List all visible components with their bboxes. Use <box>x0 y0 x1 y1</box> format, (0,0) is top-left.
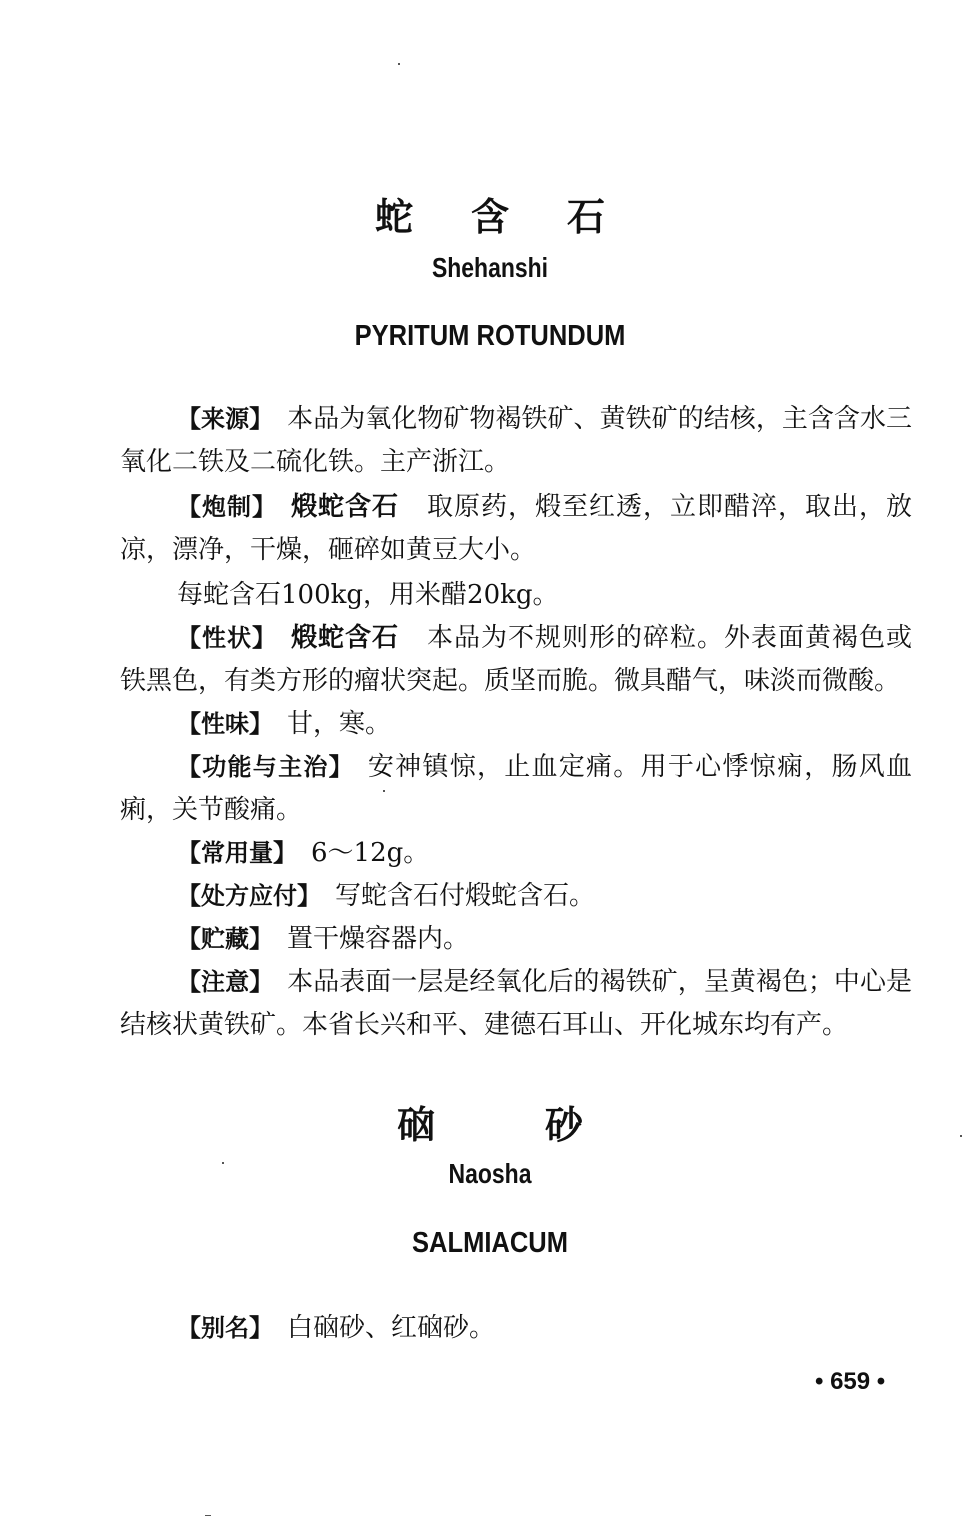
scan-speck <box>383 790 385 792</box>
section-alias <box>120 1307 912 1350</box>
scan-speck <box>205 1515 211 1516</box>
entry-title-pinyin: Naosha <box>448 1158 532 1189</box>
section-dosage <box>120 832 912 875</box>
section-prescription <box>120 875 912 918</box>
section-label: 【性味】 <box>177 710 273 738</box>
section-note <box>120 961 912 1047</box>
section-label: 【功能与主治】 <box>177 753 354 781</box>
section-text: 置干燥容器内。 <box>287 924 470 954</box>
scan-speck <box>222 1162 224 1164</box>
processing-ratio: 每蛇含石100kg，用米醋20kg。 <box>177 580 559 610</box>
section-label: 【常用量】 <box>177 839 297 867</box>
section-appearance <box>120 617 912 703</box>
section-text: 本品为不规则形的碎粒。外表面黄褐色或铁黑色，有类方形的瘤状突起。质坚而脆。微具醋气，味淡而微酸。 <box>120 623 912 696</box>
entry-title-latin: PYRITUM ROTUNDUM <box>354 320 626 352</box>
section-text: 写蛇含石付煅蛇含石。 <box>335 881 596 911</box>
entry-title-latin: SALMIACUM <box>412 1227 568 1259</box>
section-label: 【性状】 <box>177 624 277 652</box>
entry-title-chinese: 蛇含石 <box>374 195 663 239</box>
section-text: 6～12g。 <box>311 838 430 868</box>
section-label: 【注意】 <box>177 968 274 996</box>
section-label: 【来源】 <box>177 405 274 433</box>
section-storage <box>120 918 912 961</box>
section-nature <box>120 703 912 746</box>
scan-speck <box>398 63 400 65</box>
entry-title-pinyin: Shehanshi <box>431 252 549 283</box>
section-label: 【贮藏】 <box>177 925 273 953</box>
section-label: 【别名】 <box>177 1314 273 1342</box>
scan-speck <box>960 1135 962 1137</box>
section-text: 甘，寒。 <box>287 709 392 739</box>
section-source <box>120 398 912 484</box>
page-number: • 659 • <box>815 1368 886 1395</box>
section-text: 本品为氧化物矿物褐铁矿、黄铁矿的结核，主含含水三氧化二铁及二硫化铁。主产浙江。 <box>120 404 912 477</box>
section-term: 煅蛇含石 <box>291 623 399 653</box>
section-term: 煅蛇含石 <box>291 492 399 522</box>
section-label: 【处方应付】 <box>177 882 321 910</box>
entry-title-chinese: 硇砂 <box>396 1103 693 1147</box>
section-processing <box>120 486 912 572</box>
section-label: 【炮制】 <box>177 493 277 521</box>
section-text: 本品表面一层是经氧化后的褐铁矿，呈黄褐色；中心是结核状黄铁矿。本省长兴和平、建德石耳山、开化城东均有产。 <box>120 967 912 1040</box>
section-function <box>120 746 912 832</box>
section-text: 取原药，煅至红透，立即醋淬，取出，放凉，漂净，干燥，砸碎如黄豆大小。 <box>120 492 912 565</box>
section-text: 安神镇惊，止血定痛。用于心悸惊痫，肠风血痢，关节酸痛。 <box>120 752 912 825</box>
section-text: 白硇砂、红硇砂。 <box>287 1313 496 1343</box>
